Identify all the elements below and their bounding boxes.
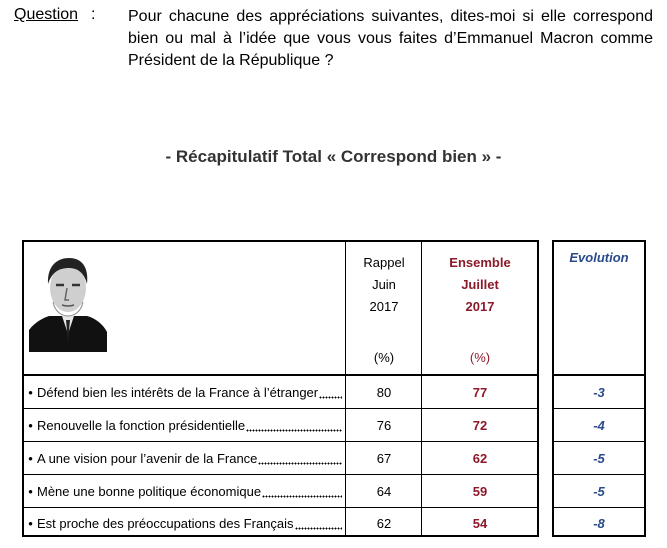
row-label: Défend bien les intérêts de la France à l’étranger: [37, 384, 319, 400]
row-rappel-value: 62: [376, 515, 392, 531]
table-row: [24, 442, 346, 474]
row-evolution-value: -8: [593, 515, 605, 531]
question-label: Question: [14, 6, 79, 23]
row-bullet: •: [28, 483, 33, 499]
table-row: [24, 409, 346, 441]
row-bullet: •: [28, 417, 33, 433]
row-rappel-value: 64: [376, 483, 392, 499]
results-table: [22, 240, 539, 537]
row-bullet: •: [28, 515, 33, 531]
question-colon: :: [91, 6, 96, 23]
header-rappel-line2: Juin: [372, 277, 396, 292]
header-rappel-line1: Rappel: [363, 255, 405, 270]
header-ensemble-line1: Ensemble: [449, 255, 511, 270]
question-text: Pour chacune des appréciations suivantes, dites-moi si elle correspond bien ou mal à l’idée que vous vous faites d’Emmanuel Macron comme Président de la République ?: [128, 8, 653, 69]
leader-dots: [246, 409, 342, 441]
row-label: Est proche des préoccupations des Français: [37, 515, 294, 531]
leader-dots: [319, 376, 342, 408]
row-bullet: •: [28, 384, 33, 400]
row-evolution-value: -3: [593, 384, 605, 400]
evolution-table: [552, 240, 646, 537]
header-ensemble-line2: Juillet: [461, 277, 499, 292]
portrait-photo: [29, 250, 107, 352]
row-ensemble-value: 72: [472, 417, 488, 433]
header-rappel-line3: 2017: [369, 299, 399, 314]
row-rappel-value: 76: [376, 417, 392, 433]
row-evolution-value: -5: [593, 450, 605, 466]
row-ensemble-value: 54: [472, 515, 488, 531]
table-row: [24, 507, 346, 539]
table-row: [24, 376, 346, 408]
leader-dots: [262, 475, 342, 507]
header-rappel: [346, 252, 422, 318]
leader-dots: [295, 507, 342, 539]
row-label: A une vision pour l’avenir de la France: [37, 450, 258, 466]
table-row: [24, 475, 346, 507]
row-rappel-value: 67: [376, 450, 392, 466]
row-evolution-value: -4: [593, 417, 605, 433]
header-evolution: Evolution: [569, 250, 629, 265]
header-ensemble-line3: 2017: [465, 299, 495, 314]
row-label: Renouvelle la fonction présidentielle: [37, 417, 246, 433]
header-ensemble: [422, 252, 538, 318]
leader-dots: [258, 442, 342, 474]
row-ensemble-value: 59: [472, 483, 488, 499]
row-rappel-value: 80: [376, 384, 392, 400]
row-label: Mène une bonne politique économique: [37, 483, 262, 499]
row-bullet: •: [28, 450, 33, 466]
row-ensemble-value: 62: [472, 450, 488, 466]
subtitle: - Récapitulatif Total « Correspond bien » -: [165, 147, 502, 166]
header-ensemble-unit: (%): [469, 350, 491, 365]
header-rappel-unit: (%): [373, 350, 395, 365]
row-ensemble-value: 77: [472, 384, 488, 400]
row-evolution-value: -5: [593, 483, 605, 499]
